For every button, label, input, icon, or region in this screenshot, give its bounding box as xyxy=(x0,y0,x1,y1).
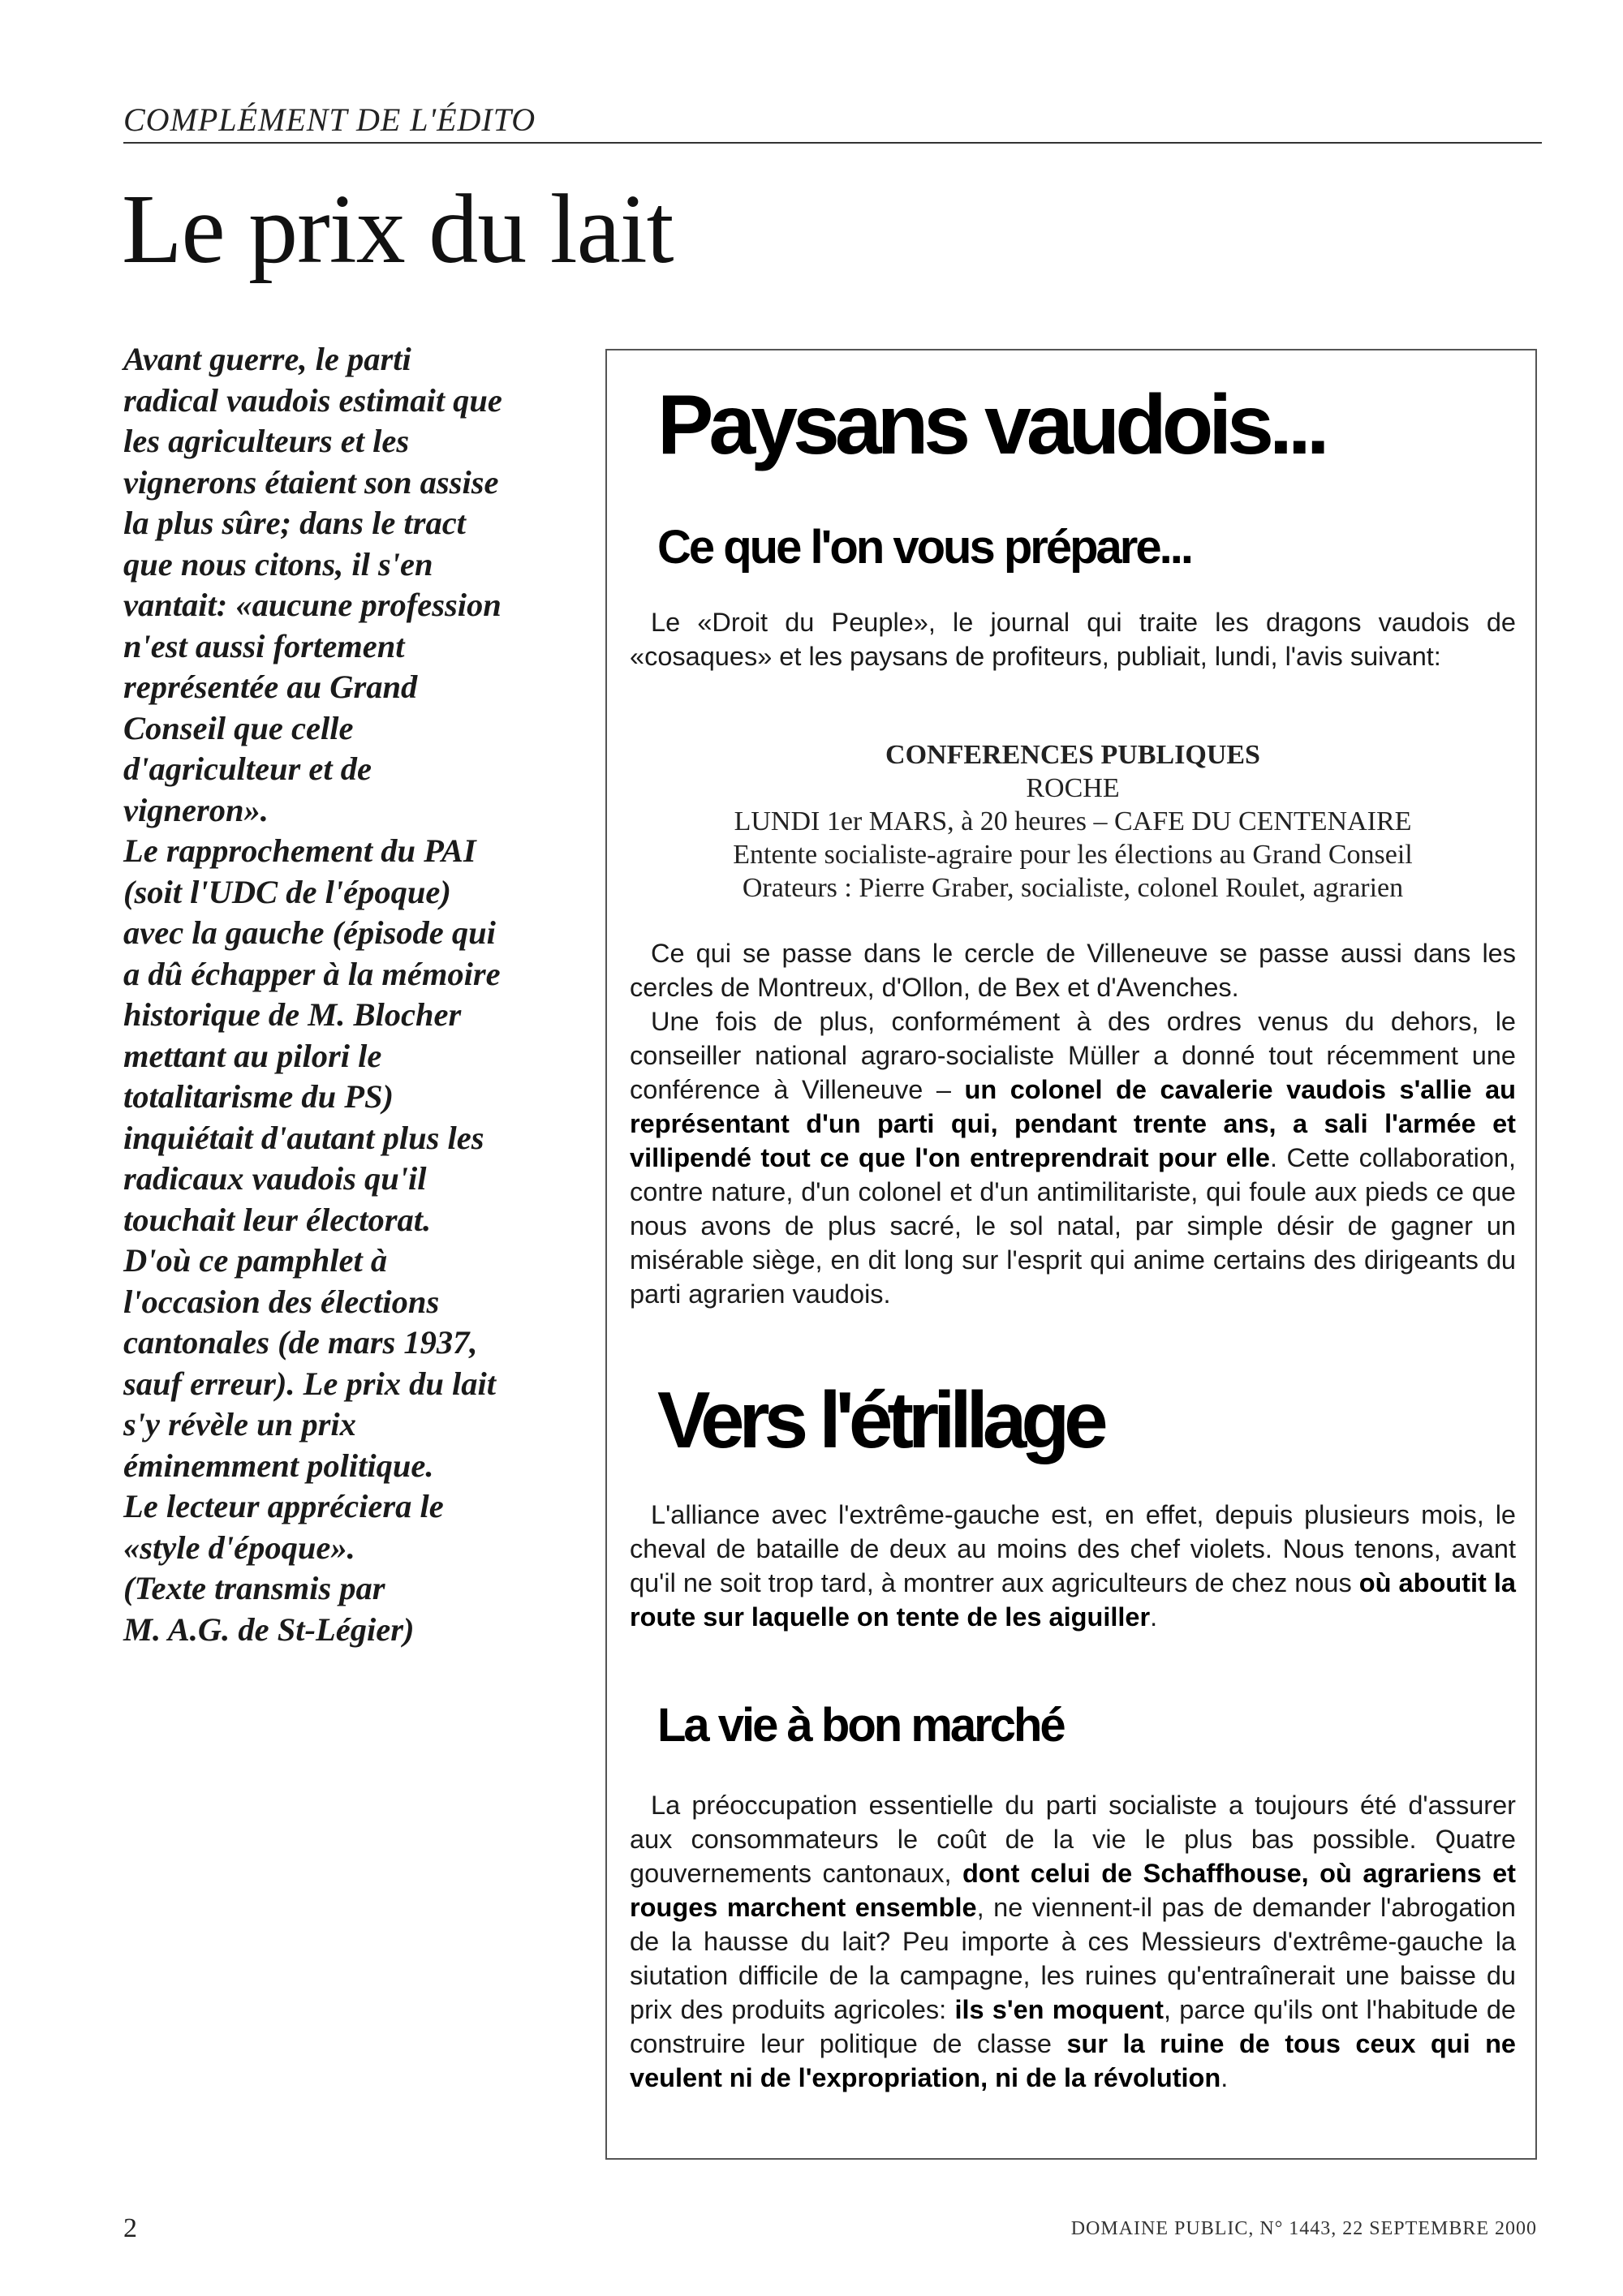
p3-emphasis: un colonel de cavalerie vaudois s'allie au représentant d'un parti qui, pendant trente ans, a sali l'armée et villipendé tout ce que l'on entreprendrait pour elle xyxy=(630,1075,1516,1172)
notice-topic: Entente socialiste-agraire pour les élections au Grand Conseil xyxy=(733,840,1413,870)
intro-line: d'agriculteur et de xyxy=(123,750,372,787)
p5-text-g: . xyxy=(1220,2063,1229,2092)
tract-subtitle: Ce que l'on vous prépare... xyxy=(657,521,1191,574)
p5-emphasis-2: ils s'en moquent xyxy=(954,1995,1164,2024)
conference-notice xyxy=(630,738,1516,905)
notice-heading: CONFERENCES PUBLIQUES xyxy=(885,740,1260,770)
tract-paragraph-5 xyxy=(630,1788,1516,2095)
tract-title: Paysans vaudois... xyxy=(657,378,1325,472)
intro-line: Avant guerre, le parti xyxy=(123,341,411,377)
intro-line: radical vaudois estimait que xyxy=(123,381,502,419)
notice-speakers: Orateurs : Pierre Graber, socialiste, colonel Roulet, agrarien xyxy=(742,873,1404,903)
intro-line: totalitarisme du PS) xyxy=(123,1078,394,1115)
intro-line: inquiétait d'autant plus les xyxy=(123,1119,484,1156)
p4-emphasis: où aboutit la route sur laquelle on tente de les aiguiller xyxy=(630,1568,1516,1632)
intro-line: a dû échapper à la mémoire xyxy=(123,955,501,992)
p3-text-a: Une fois de plus, conformément à des ordres venus du dehors, le conseiller national agraro-socialiste Müller a donné tout récemment une conférence à Villeneuve – xyxy=(630,1007,1516,1104)
p5-text-c: , ne viennent-il pas de demander l'abrogation de la hausse du lait? Peu importe à ces Messieurs d'extrême-gauche la siutation difficile de la campagne, les ruines qu'entraînerait une baisse du prix des produits agricoles: xyxy=(630,1893,1516,2024)
tract-paragraph-4 xyxy=(630,1498,1516,1634)
intro-line: vigneron». xyxy=(123,791,269,828)
intro-line: n'est aussi fortement xyxy=(123,627,405,664)
intro-line: «style d'époque». xyxy=(123,1529,355,1566)
intro-line: les agriculteurs et les xyxy=(123,423,410,459)
page-title: Le prix du lait xyxy=(122,174,674,284)
intro-line: la plus sûre; dans le tract xyxy=(123,505,466,541)
intro-line: Conseil que celle xyxy=(123,709,354,746)
intro-line: s'y révèle un prix xyxy=(123,1406,356,1443)
p5-text-a: La préoccupation essentielle du parti socialiste a toujours été d'assurer aux consommateurs le coût de la vie le plus bas possible. Quatre gouvernements cantonaux, xyxy=(630,1791,1516,1888)
heading-etrillage: Vers l'étrillage xyxy=(657,1375,1103,1464)
intro-line: Le rapprochement du PAI xyxy=(123,832,476,869)
intro-line: vignerons étaient son assise xyxy=(123,463,499,501)
tract-paragraph-2: Ce qui se passe dans le cercle de Villeneuve se passe aussi dans les cercles de Montreux, d'Ollon, de Bex et d'Avenches. xyxy=(630,939,1516,1002)
tract-paragraph-3 xyxy=(630,1004,1516,1311)
notice-place: ROCHE xyxy=(1026,773,1120,803)
intro-line: (Texte transmis par xyxy=(123,1570,385,1606)
tract-box xyxy=(605,349,1537,2160)
intro-line: représentée au Grand xyxy=(123,669,418,705)
intro-line: vantait: «aucune profession xyxy=(123,587,502,623)
intro-line: M. A.G. de St-Légier) xyxy=(123,1610,415,1648)
heading-vie-bon-marche: La vie à bon marché xyxy=(657,1699,1064,1752)
p4-text-a: L'alliance avec l'extrême-gauche est, en effet, depuis plusieurs mois, le cheval de bataille de deux au moins des chef violets. Nous tenons, avant qu'il ne soit trop tard, à montrer aux agriculteurs de chez nous xyxy=(630,1500,1516,1597)
intro-line: touchait leur électorat. xyxy=(123,1201,432,1238)
notice-date: LUNDI 1er MARS, à 20 heures – CAFE DU CENTENAIRE xyxy=(734,806,1412,836)
intro-text xyxy=(123,339,586,1650)
p5-emphasis-1: dont celui de Schaffhouse, où agrariens et rouges marchent ensemble xyxy=(630,1859,1516,1922)
intro-line: radicaux vaudois qu'il xyxy=(123,1160,427,1197)
intro-line: que nous citons, il s'en xyxy=(123,545,433,583)
intro-line: l'occasion des élections xyxy=(123,1283,440,1320)
p3-text-c: . Cette collaboration, contre nature, d'un colonel et d'un antimilitariste, qui foule aux pieds ce que nous avons de plus sacré, le sol natal, par simple désir de gagner un misérable siège, en dit long sur l'esprit qui anime certains des dirigeants du parti agrarien vaudois. xyxy=(630,1143,1516,1309)
tract-paragraph-1: Le «Droit du Peuple», le journal qui traite les dragons vaudois de «cosaques» et les paysans de profiteurs, publiait, lundi, l'avis suivant: xyxy=(630,608,1516,671)
intro-line: éminemment politique. xyxy=(123,1447,434,1484)
page-number: 2 xyxy=(123,2213,137,2243)
intro-line: sauf erreur). Le prix du lait xyxy=(123,1365,497,1402)
intro-line: Le lecteur appréciera le xyxy=(123,1488,444,1524)
section-kicker: COMPLÉMENT DE L'ÉDITO xyxy=(123,101,1542,144)
intro-line: avec la gauche (épisode qui xyxy=(123,914,496,951)
intro-line: (soit l'UDC de l'époque) xyxy=(123,873,451,910)
publication-footer: DOMAINE PUBLIC, N° 1443, 22 SEPTEMBRE 2000 xyxy=(1070,2218,1537,2239)
p5-emphasis-3: sur la ruine de tous ceux qui ne veulent ni de l'expropriation, ni de la révolution xyxy=(630,2029,1516,2092)
intro-line: mettant au pilori le xyxy=(123,1037,382,1074)
p5-text-e: , parce qu'ils ont l'habitude de construire leur politique de classe xyxy=(630,1995,1516,2058)
intro-line: D'où ce pamphlet à xyxy=(123,1242,388,1279)
intro-line: historique de M. Blocher xyxy=(123,996,462,1033)
p4-text-c: . xyxy=(1150,1602,1158,1632)
intro-line: cantonales (de mars 1937, xyxy=(123,1324,478,1361)
